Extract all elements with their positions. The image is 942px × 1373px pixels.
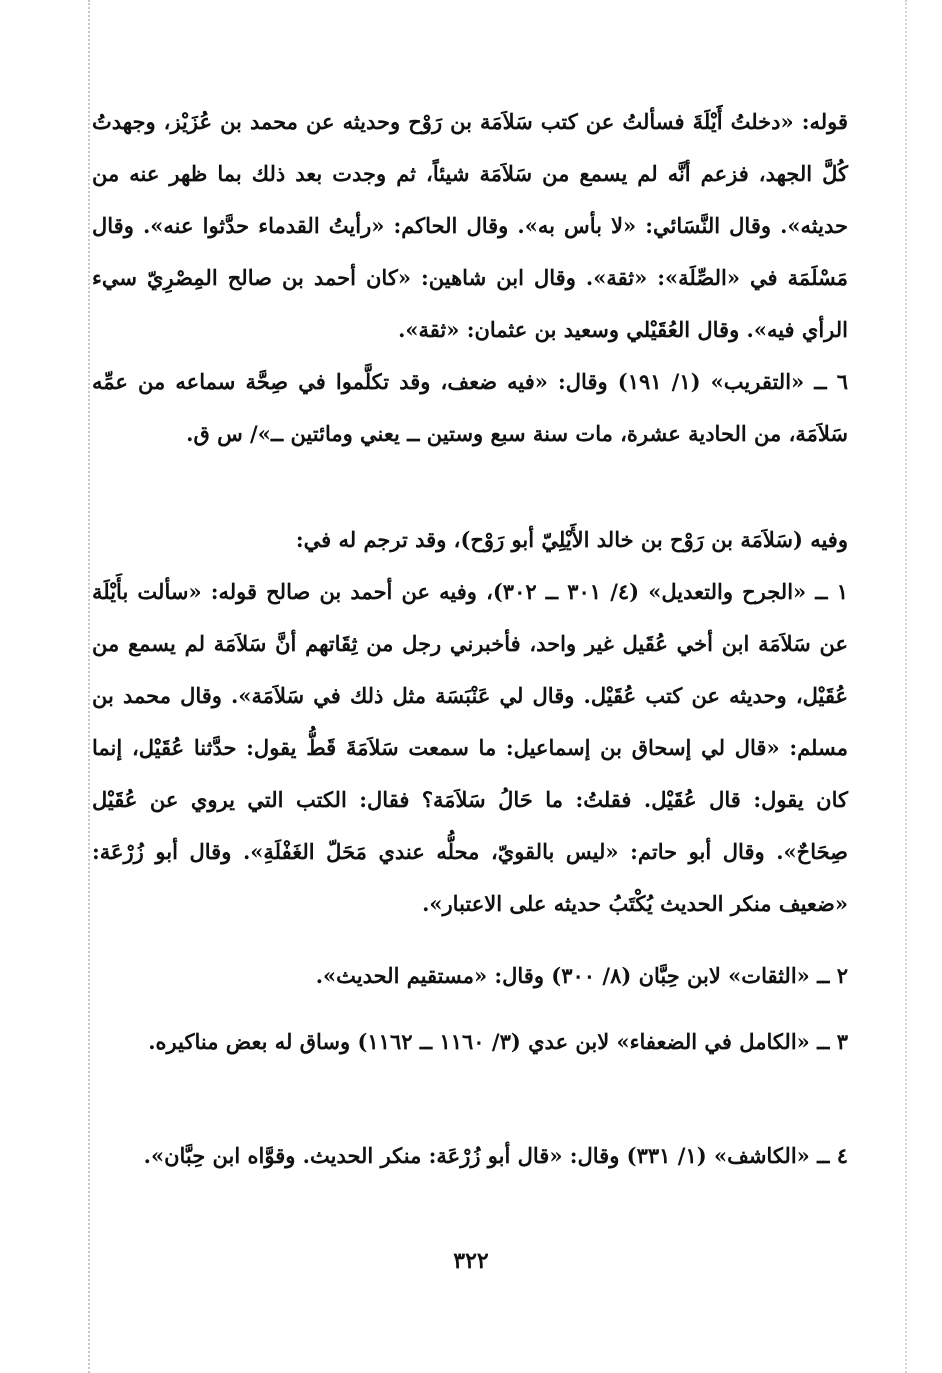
scan-edge-right bbox=[905, 0, 907, 1373]
paragraph-text: ٦ ــ «التقريب» (١/ ١٩١) وقال: «فيه ضعف، وقد تكلَّموا في صِحَّة سماعه من عمِّه سَلاَمَة، من الحادية عشرة، مات سنة سبع وستين ــ يعني ومائتين ــ»/ س ق. bbox=[92, 369, 848, 446]
page-number: ٣٢٢ bbox=[453, 1248, 489, 1274]
paragraph-text: ١ ــ «الجرح والتعديل» (٤/ ٣٠١ ــ ٣٠٢)، وفيه عن أحمد بن صالح قوله: «سألت بأَيْلَة عن سَلاَمَة ابن أخي عُقَيل غير واحد، فأخبرني رجل من ثِقَاتهم أنَّ سَلاَمَة لم يسمع من عُقَيْل، وحديثه عن كتب عُقَيْل. وقال لي عَنْبَسَة مثل ذلك في سَلاَمَة». وقال محمد بن مسلم: «قال لي إسحاق بن إسماعيل: ما سمعت سَلاَمَةَ قَطُّ يقول: حدَّثنا عُقَيْل، إنما كان يقول: قال عُقَيْل. فقلتُ: ما حَالُ سَلاَمَة؟ فقال: الكتب التي يروي عن عُقَيْل صِحَاحٌ». وقال أبو حاتم: «ليس بالقويّ، محلُّه عندي مَحَلّ الغَفْلَةِ». وقال أبو زُرْعَة: «ضعيف منكر الحديث يُكْتَبُ حديثه على الاعتبار». bbox=[92, 579, 849, 916]
paragraph-intro-salama bbox=[92, 514, 848, 566]
paragraph-thiqat bbox=[92, 950, 848, 1002]
paragraph-text: ٣ ــ «الكامل في الضعفاء» لابن عدي (٣/ ١١٦٠ ــ ١١٦٢) وساق له بعض مناكيره. bbox=[148, 1029, 848, 1054]
paragraph-text: وفيه (سَلاَمَة بن رَوْح بن خالد الأَيْلِيّ أبو رَوْح)، وقد ترجم له في: bbox=[295, 527, 848, 552]
paragraph-text: قوله: «دخلتُ أَيْلَةَ فسألتُ عن كتب سَلاَمَة بن رَوْح وحديثه عن محمد بن عُزَيْز، وجهدتُ كُلَّ الجهد، فزعم أنَّه لم يسمع من سَلاَمَة شيئاً، ثم وجدت بعد ذلك بما ظهر عنه من حديثه». وقال النَّسَائي: «لا بأس به». وقال الحاكم: «رأيتُ القدماء حدَّثوا عنه». وقال مَسْلَمَة في «الصِّلَة»: «ثقة». وقال ابن شاهين: «كان أحمد بن صالح المِصْرِيّ سيء الرأي فيه». وقال العُقَيْلي وسعيد بن عثمان: «ثقة». bbox=[92, 109, 848, 342]
paragraph-jarh-tadil bbox=[92, 566, 848, 930]
paragraph-kashif bbox=[92, 1130, 848, 1182]
paragraph-text: ٤ ــ «الكاشف» (١/ ٣٣١) وقال: «قال أبو زُرْعَة: منكر الحديث. وقوَّاه ابن حِبَّان». bbox=[143, 1143, 848, 1168]
paragraph-taqrib bbox=[92, 356, 848, 460]
paragraph-quote-continuation bbox=[92, 96, 848, 356]
paragraph-text: ٢ ــ «الثقات» لابن حِبَّان (٨/ ٣٠٠) وقال: «مستقيم الحديث». bbox=[315, 963, 848, 988]
scan-edge-left bbox=[88, 0, 90, 1373]
paragraph-kamil bbox=[92, 1016, 848, 1068]
